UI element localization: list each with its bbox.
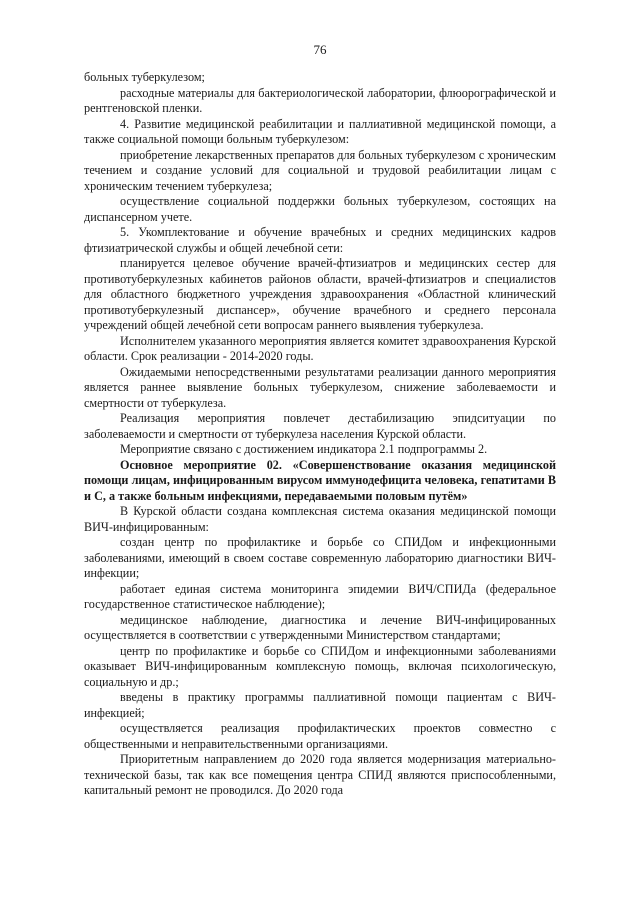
- paragraph: введены в практику программы паллиативной помощи пациентам с ВИЧ-инфекцией;: [84, 690, 556, 720]
- paragraph: 4. Развитие медицинской реабилитации и паллиативной медицинской помощи, а также социальной помощи больным туберкулезом:: [84, 116, 556, 146]
- paragraph: В Курской области создана комплексная система оказания медицинской помощи ВИЧ-инфицированным:: [84, 504, 556, 534]
- paragraph: осуществление социальной поддержки больных туберкулезом, состоящих на диспансерном учете.: [84, 194, 556, 224]
- paragraph: больных туберкулезом;: [84, 70, 205, 84]
- paragraph: медицинское наблюдение, диагностика и лечение ВИЧ-инфицированных осуществляется в соответствии с утвержденными Министерством стандартами;: [84, 612, 556, 642]
- paragraph: центр по профилактике и борьбе со СПИДом и инфекционными заболеваниями оказывает ВИЧ-инфицированным комплексную помощь, включая психологическую, социальную и др.;: [84, 643, 556, 689]
- document-body: [84, 70, 556, 799]
- page-number: 76: [313, 42, 327, 57]
- paragraph: Реализация мероприятия повлечет дестабилизацию эпидситуации по заболеваемости и смертности от туберкулеза населения Курской области.: [84, 411, 556, 441]
- paragraph: Приоритетным направлением до 2020 года является модернизация материально-технической базы, так как все помещения центра СПИД являются приспособленными, капитальный ремонт не проводился. До 2020 года: [84, 752, 556, 797]
- paragraph: расходные материалы для бактериологической лаборатории, флюорографической и рентгеновской пленки.: [84, 85, 556, 115]
- paragraph: работает единая система мониторинга эпидемии ВИЧ/СПИДа (федеральное государственное статистическое наблюдение);: [84, 581, 556, 611]
- paragraph: Мероприятие связано с достижением индикатора 2.1 подпрограммы 2.: [120, 442, 488, 456]
- paragraph: Исполнителем указанного мероприятия является комитет здравоохранения Курской области. Срок реализации - 2014-2020 годы.: [84, 333, 556, 363]
- section-heading: Основное мероприятие 02. «Совершенствование оказания медицинской помощи лицам, инфицированным вирусом иммунодефицита человека, гепатитами B и C, а также больным инфекциями, передаваемыми половым путём»: [84, 457, 556, 503]
- paragraph: 5. Укомплектование и обучение врачебных и средних медицинских кадров фтизиатрической службы и общей лечебной сети:: [84, 225, 556, 255]
- paragraph: осуществляется реализация профилактических проектов совместно с общественными и неправительственными организациями.: [84, 721, 556, 751]
- paragraph: планируется целевое обучение врачей-фтизиатров и медицинских сестер для противотуберкулезных кабинетов районов области, врачей-фтизиатров и специалистов для областного бюджетного учреждения здравоохранения «Областной клинический противотуберкулезный диспансер», обучение врачебного и среднего персонала учреждений общей лечебной сети вопросам раннего выявления туберкулеза.: [84, 256, 556, 332]
- paragraph: Ожидаемыми непосредственными результатами реализации данного мероприятия является раннее выявление больных туберкулезом, снижение заболеваемости и смертности от туберкулеза.: [84, 364, 556, 410]
- paragraph: создан центр по профилактике и борьбе со СПИДом и инфекционными заболеваниями, имеющий в своем составе современную лабораторию диагностики ВИЧ-инфекции;: [84, 535, 556, 580]
- paragraph: приобретение лекарственных препаратов для больных туберкулезом с хроническим течением и создание условий для социальной и трудовой реабилитации лицам с хроническим течением туберкулеза;: [84, 147, 557, 193]
